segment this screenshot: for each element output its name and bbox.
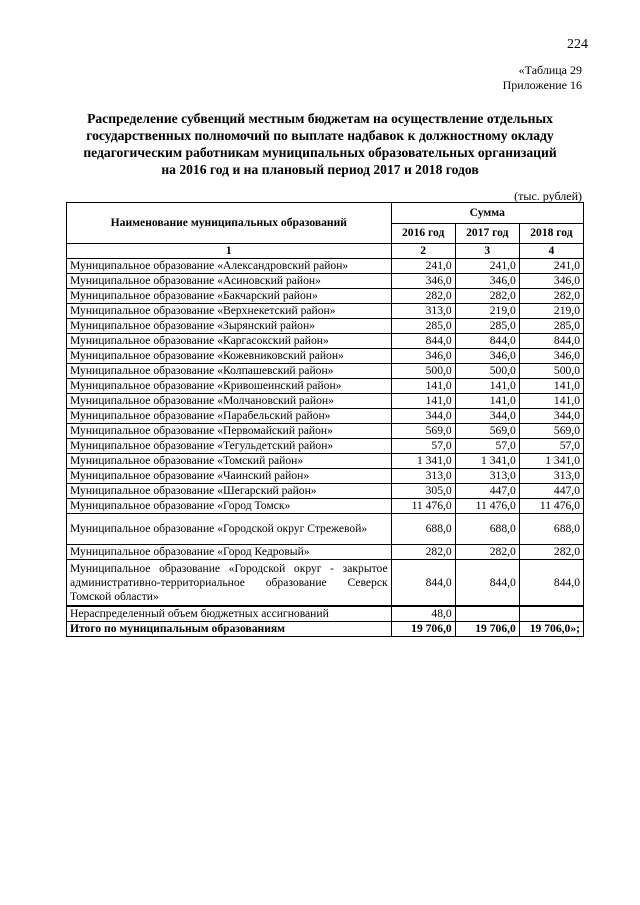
municipality-name: Муниципальное образование «Томский район»: [67, 454, 392, 469]
value-2017: 141,0: [455, 379, 519, 394]
table-row: [67, 259, 584, 274]
total-label: Итого по муниципальным образованиям: [67, 622, 392, 637]
table-row: [67, 454, 584, 469]
title-line-3: педагогическим работникам муниципальных образовательных организаций: [83, 145, 557, 160]
table-row: [67, 499, 584, 514]
header-year-2018: 2018 год: [519, 223, 583, 244]
header-year-2016: 2016 год: [391, 223, 455, 244]
value-2018: 219,0: [519, 304, 583, 319]
value-2016: 344,0: [391, 409, 455, 424]
total-2018: 19 706,0»;: [519, 622, 583, 637]
value-2017: [455, 606, 519, 622]
document-title: [70, 110, 570, 178]
value-2017: 346,0: [455, 349, 519, 364]
value-2018: 346,0: [519, 349, 583, 364]
table-row: [67, 469, 584, 484]
table-row: [67, 484, 584, 499]
value-2016: 313,0: [391, 304, 455, 319]
value-2018: 447,0: [519, 484, 583, 499]
value-2016: 141,0: [391, 379, 455, 394]
municipality-name: Муниципальное образование «Город Томск»: [67, 499, 392, 514]
total-2016: 19 706,0: [391, 622, 455, 637]
title-line-1: Распределение субвенций местным бюджетам на осуществление отдельных: [87, 111, 553, 126]
table-row: [67, 364, 584, 379]
value-2017: 844,0: [455, 560, 519, 607]
total-row: [67, 622, 584, 637]
value-2016: 313,0: [391, 469, 455, 484]
annex-table-label: «Таблица 29: [518, 63, 582, 77]
column-number-row: [67, 244, 584, 259]
municipality-name: Муниципальное образование «Парабельский район»: [67, 409, 392, 424]
value-2018: 141,0: [519, 394, 583, 409]
value-2018: 844,0: [519, 334, 583, 349]
municipality-name: Муниципальное образование «Городской округ Стрежевой»: [67, 514, 392, 545]
municipality-name: Муниципальное образование «Александровский район»: [67, 259, 392, 274]
value-2016: 346,0: [391, 274, 455, 289]
value-2016: 305,0: [391, 484, 455, 499]
value-2018: 11 476,0: [519, 499, 583, 514]
value-2018: 241,0: [519, 259, 583, 274]
table-row: [67, 606, 584, 622]
value-2016: 844,0: [391, 560, 455, 607]
municipality-name: Муниципальное образование «Кривошеинский район»: [67, 379, 392, 394]
value-2016: 282,0: [391, 545, 455, 560]
table-row: [67, 439, 584, 454]
municipality-name: Муниципальное образование «Молчановский район»: [67, 394, 392, 409]
value-2016: 241,0: [391, 259, 455, 274]
header-name: Наименование муниципальных образований: [67, 203, 392, 244]
table-row: [67, 334, 584, 349]
annex-appendix-label: Приложение 16: [502, 78, 582, 92]
value-2017: 285,0: [455, 319, 519, 334]
value-2017: 447,0: [455, 484, 519, 499]
value-2018: [519, 606, 583, 622]
table-row: [67, 560, 584, 607]
table-row: [67, 545, 584, 560]
value-2018: 569,0: [519, 424, 583, 439]
page-number: 224: [567, 37, 588, 52]
title-line-4: на 2016 год и на плановый период 2017 и 2018 годов: [161, 162, 479, 177]
municipality-name: Муниципальное образование «Чаинский район»: [67, 469, 392, 484]
value-2016: 844,0: [391, 334, 455, 349]
municipality-name: Муниципальное образование «Асиновский район»: [67, 274, 392, 289]
value-2017: 844,0: [455, 334, 519, 349]
municipality-name: Муниципальное образование «Тегульдетский район»: [67, 439, 392, 454]
total-2017: 19 706,0: [455, 622, 519, 637]
table-row: [67, 409, 584, 424]
value-2018: 346,0: [519, 274, 583, 289]
value-2018: 282,0: [519, 545, 583, 560]
municipality-name: Муниципальное образование «Шегарский район»: [67, 484, 392, 499]
value-2017: 1 341,0: [455, 454, 519, 469]
value-2018: 688,0: [519, 514, 583, 545]
municipality-name: Муниципальное образование «Бакчарский район»: [67, 289, 392, 304]
value-2016: 57,0: [391, 439, 455, 454]
value-2017: 282,0: [455, 545, 519, 560]
annex-reference: [430, 63, 582, 93]
value-2017: 11 476,0: [455, 499, 519, 514]
value-2016: 11 476,0: [391, 499, 455, 514]
header-year-2017: 2017 год: [455, 223, 519, 244]
municipality-name: Муниципальное образование «Кожевниковский район»: [67, 349, 392, 364]
value-2017: 241,0: [455, 259, 519, 274]
value-2017: 313,0: [455, 469, 519, 484]
value-2016: 48,0: [391, 606, 455, 622]
value-2016: 500,0: [391, 364, 455, 379]
municipality-name: Муниципальное образование «Колпашевский район»: [67, 364, 392, 379]
value-2018: 282,0: [519, 289, 583, 304]
table-row: [67, 319, 584, 334]
value-2017: 219,0: [455, 304, 519, 319]
subvention-table: [66, 202, 584, 637]
municipality-name: Муниципальное образование «Городской округ - закрытое административно-территориальное образование Северск Томской области»: [67, 560, 392, 607]
column-number: 3: [455, 244, 519, 259]
value-2016: 346,0: [391, 349, 455, 364]
column-number: 2: [391, 244, 455, 259]
value-2018: 285,0: [519, 319, 583, 334]
table-row: [67, 304, 584, 319]
value-2018: 141,0: [519, 379, 583, 394]
title-line-2: государственных полномочий по выплате надбавок к должностному окладу: [86, 128, 554, 143]
municipality-name: Муниципальное образование «Верхнекетский район»: [67, 304, 392, 319]
table-row: [67, 394, 584, 409]
value-2016: 282,0: [391, 289, 455, 304]
value-2016: 569,0: [391, 424, 455, 439]
column-number: 4: [519, 244, 583, 259]
value-2017: 282,0: [455, 289, 519, 304]
value-2017: 500,0: [455, 364, 519, 379]
municipality-name: Муниципальное образование «Каргасокский район»: [67, 334, 392, 349]
value-2018: 57,0: [519, 439, 583, 454]
value-2016: 285,0: [391, 319, 455, 334]
value-2016: 1 341,0: [391, 454, 455, 469]
units-label: (тыс. рублей): [514, 189, 582, 203]
value-2016: 688,0: [391, 514, 455, 545]
table-row: [67, 379, 584, 394]
header-sum: Сумма: [391, 203, 583, 224]
value-2018: 500,0: [519, 364, 583, 379]
table-row: [67, 424, 584, 439]
value-2017: 346,0: [455, 274, 519, 289]
value-2018: 1 341,0: [519, 454, 583, 469]
value-2018: 344,0: [519, 409, 583, 424]
table-row: [67, 289, 584, 304]
municipality-name: Муниципальное образование «Город Кедровый»: [67, 545, 392, 560]
municipality-name: Муниципальное образование «Зырянский район»: [67, 319, 392, 334]
municipality-name: Муниципальное образование «Первомайский район»: [67, 424, 392, 439]
value-2017: 569,0: [455, 424, 519, 439]
value-2016: 141,0: [391, 394, 455, 409]
column-number: 1: [67, 244, 392, 259]
table-row: [67, 349, 584, 364]
value-2018: 313,0: [519, 469, 583, 484]
value-2017: 141,0: [455, 394, 519, 409]
table-row: [67, 514, 584, 545]
value-2017: 344,0: [455, 409, 519, 424]
value-2017: 57,0: [455, 439, 519, 454]
table-row: [67, 274, 584, 289]
value-2018: 844,0: [519, 560, 583, 607]
value-2017: 688,0: [455, 514, 519, 545]
unallocated-label: Нераспределенный объем бюджетных ассигнований: [67, 606, 392, 622]
